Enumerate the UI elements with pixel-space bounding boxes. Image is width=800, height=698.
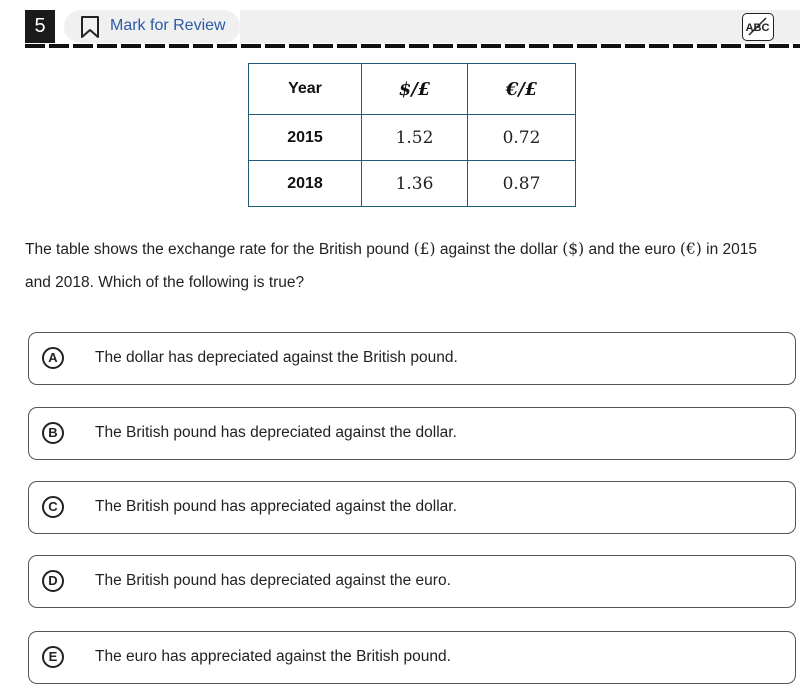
question-part: The table shows the exchange rate for the British pound (25, 241, 414, 258)
header-euro-per-pound: €/£ (468, 64, 576, 115)
header-year: Year (249, 64, 362, 115)
table-header-row (249, 64, 576, 115)
choice-text-d: The British pound has depreciated against the euro. (95, 572, 451, 589)
cell-euro-rate: 0.72 (468, 115, 576, 161)
question-part: against the dollar (435, 241, 563, 258)
choice-b[interactable] (28, 407, 796, 460)
choice-text-b: The British pound has depreciated against the dollar. (95, 424, 457, 441)
cell-year: 2015 (249, 115, 362, 161)
answer-eliminator-button[interactable] (742, 13, 774, 41)
question-number: 5 (25, 10, 55, 43)
euro-symbol: (€) (679, 240, 702, 258)
header-dollar-per-pound: $/£ (362, 64, 468, 115)
choice-text-e: The euro has appreciated against the British pound. (95, 648, 451, 665)
cell-dollar-rate: 1.52 (362, 115, 468, 161)
dollar-symbol: ($) (562, 240, 585, 258)
bookmark-icon[interactable] (80, 16, 100, 38)
choice-text-c: The British pound has appreciated against the dollar. (95, 498, 457, 515)
cell-dollar-rate: 1.36 (362, 161, 468, 207)
choice-letter-a: A (42, 347, 64, 369)
question-header (0, 0, 800, 48)
mark-for-review-label[interactable]: Mark for Review (110, 17, 226, 34)
choice-letter-e: E (42, 646, 64, 668)
choice-letter-d: D (42, 570, 64, 592)
header-bar (240, 10, 800, 43)
abc-strikethrough-icon (743, 14, 772, 39)
pound-symbol: (£) (413, 240, 436, 258)
choice-a[interactable] (28, 332, 796, 385)
table-row (249, 161, 576, 207)
choice-d[interactable] (28, 555, 796, 608)
header-divider (25, 44, 800, 48)
table-row (249, 115, 576, 161)
abc-text: ABC (745, 22, 770, 34)
exchange-rate-table (248, 63, 576, 207)
choice-letter-b: B (42, 422, 64, 444)
choice-text-a: The dollar has depreciated against the British pound. (95, 349, 458, 366)
choice-letter-c: C (42, 496, 64, 518)
cell-euro-rate: 0.87 (468, 161, 576, 207)
question-text (25, 233, 785, 299)
choice-e[interactable] (28, 631, 796, 684)
cell-year: 2018 (249, 161, 362, 207)
question-part: in 2015 and 2018. Which of the following is true? (25, 241, 758, 291)
choice-c[interactable] (28, 481, 796, 534)
question-part: and the euro (584, 241, 680, 258)
